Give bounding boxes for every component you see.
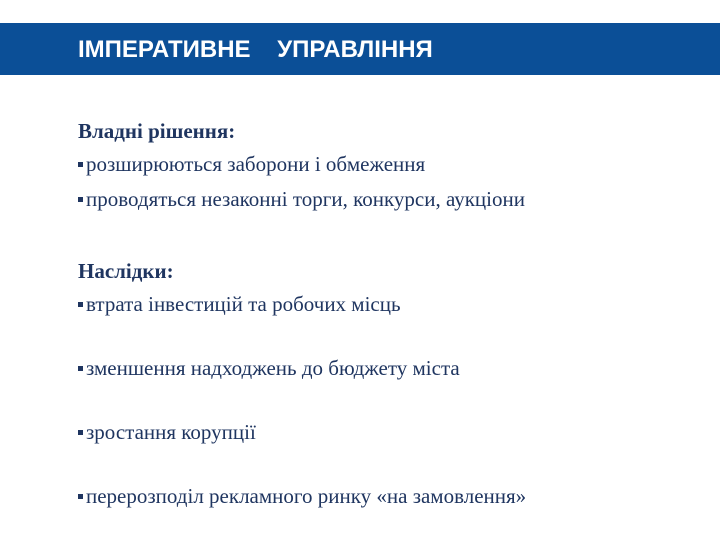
section-heading-consequences: Наслідки: [78, 259, 174, 283]
bullet-item [78, 151, 425, 177]
bullet-item [78, 355, 460, 381]
bullet-item [78, 291, 401, 317]
section-heading-decisions: Владні рішення: [78, 119, 236, 143]
bullet-text: зменшення надходжень до бюджету міста [86, 356, 460, 380]
square-bullet-icon [78, 302, 83, 307]
square-bullet-icon [78, 162, 83, 167]
bullet-item [78, 186, 525, 212]
bullet-text: розширюються заборони і обмеження [86, 152, 426, 176]
bullet-text: втрата інвестицій та робочих місць [86, 292, 401, 316]
bullet-text: зростання корупції [86, 420, 256, 444]
square-bullet-icon [78, 430, 83, 435]
square-bullet-icon [78, 366, 83, 371]
bullet-text: перерозподіл рекламного ринку «на замовлення» [86, 484, 527, 508]
bullet-text: проводяться незаконні торги, конкурси, аукціони [86, 187, 525, 211]
slide-title: ІМПЕРАТИВНЕ УПРАВЛІННЯ [78, 36, 433, 63]
bullet-item [78, 419, 256, 445]
square-bullet-icon [78, 494, 83, 499]
bullet-item [78, 483, 526, 509]
square-bullet-icon [78, 197, 83, 202]
